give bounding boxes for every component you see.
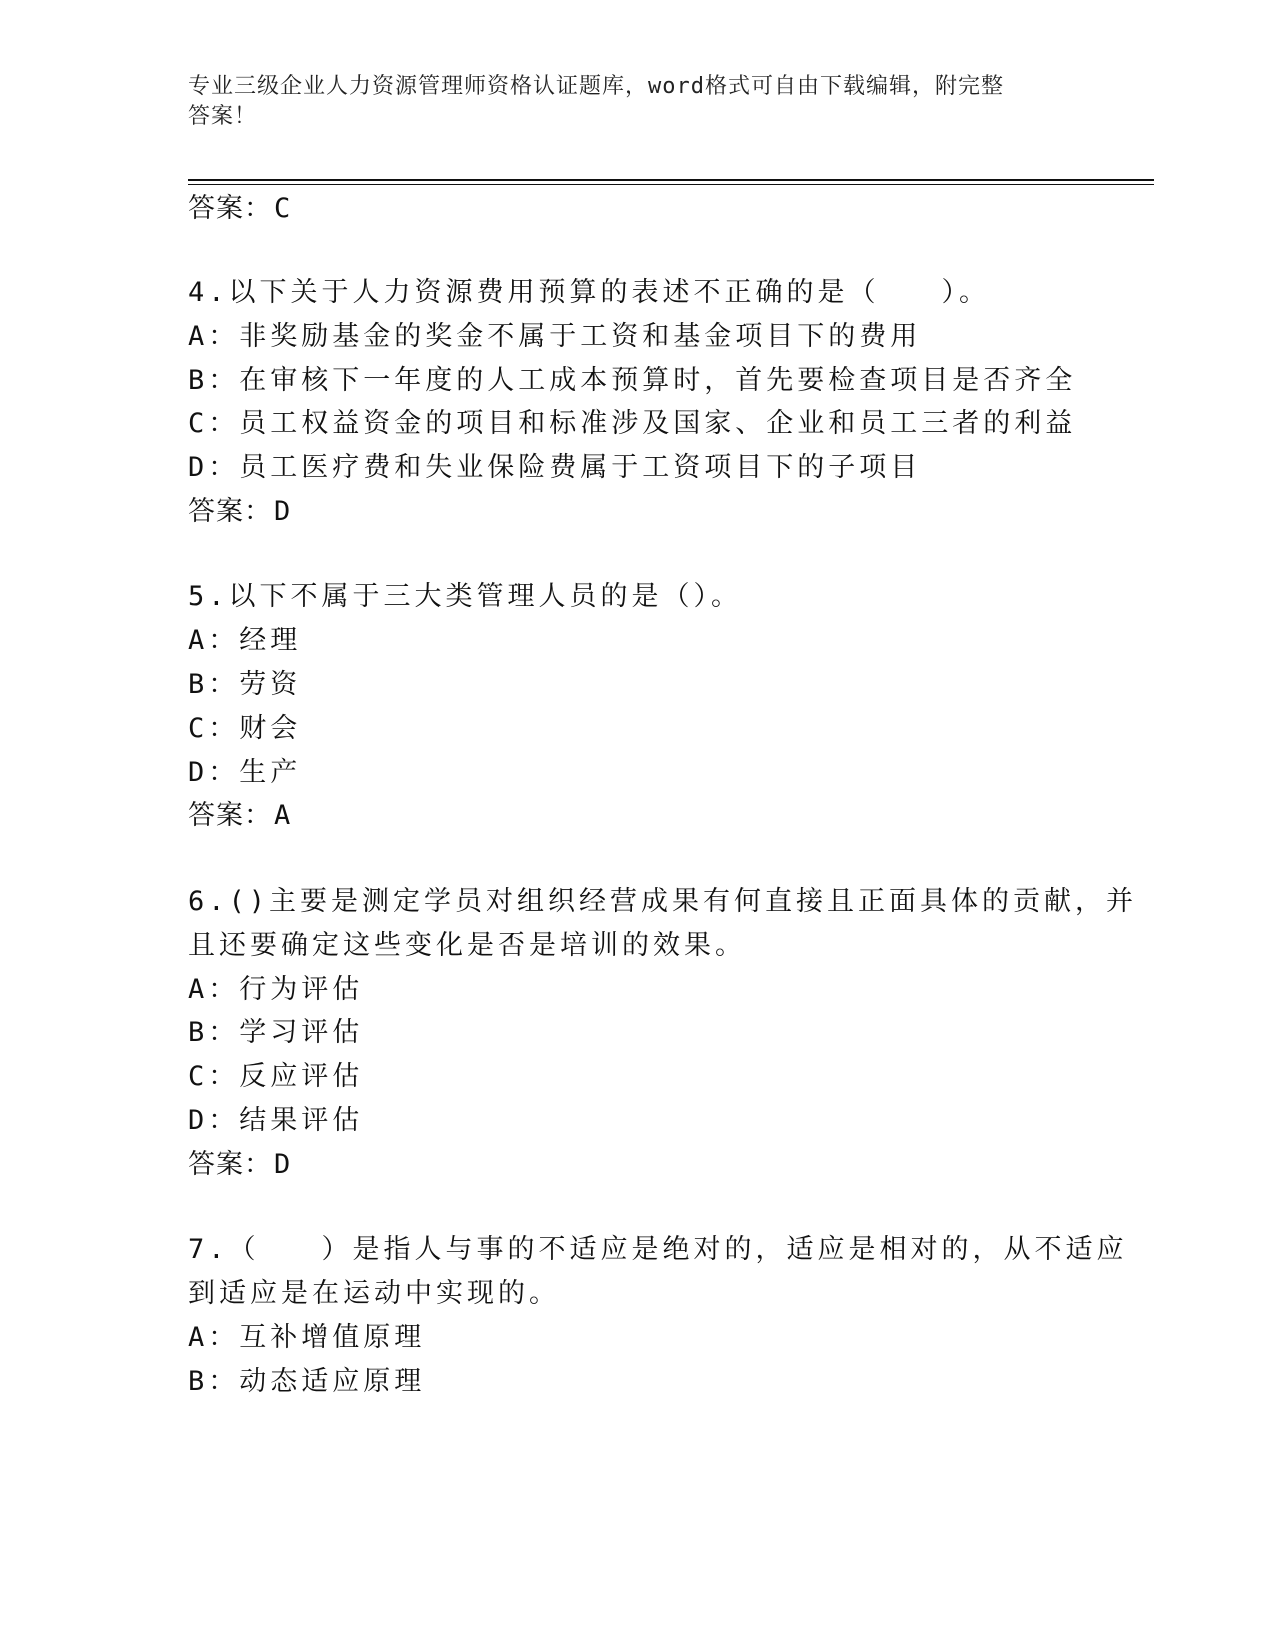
question-6-text-line-2: 且还要确定这些变化是否是培训的效果。: [188, 930, 746, 961]
question-5-option-b: B：劳资: [188, 669, 302, 700]
question-6-option-b: B：学习评估: [188, 1017, 364, 1048]
answer-label: 答案：: [188, 193, 272, 224]
question-7-text-line-2: 到适应是在运动中实现的。: [188, 1278, 560, 1309]
answer-label: 答案：: [188, 800, 272, 831]
question-4-answer: [188, 495, 290, 529]
question-6-option-d: D：结果评估: [188, 1105, 364, 1136]
document-header: [188, 72, 1088, 132]
question-5-option-a: A：经理: [188, 625, 302, 656]
question-5-option-c: C：财会: [188, 713, 302, 744]
question-6-option-a: A：行为评估: [188, 974, 364, 1005]
answer-value: A: [274, 800, 291, 831]
question-6-answer: [188, 1148, 290, 1182]
question-4-option-a: A：非奖励基金的奖金不属于工资和基金项目下的费用: [188, 321, 922, 352]
question-4-text: 4.以下关于人力资源费用预算的表述不正确的是（ ）。: [188, 277, 991, 308]
answer-value: D: [274, 1149, 291, 1180]
question-4-option-b: B：在审核下一年度的人工成本预算时，首先要检查项目是否齐全: [188, 365, 1077, 396]
question-7-option-a: A：互补增值原理: [188, 1322, 426, 1353]
question-5-option-d: D：生产: [188, 757, 302, 788]
header-rule-thick: [188, 179, 1154, 181]
question-6-text-line-1: 6.()主要是测定学员对组织经营成果有何直接且正面具体的贡献，并: [188, 886, 1138, 917]
answer-label: 答案：: [188, 496, 272, 527]
answer-value: C: [274, 193, 291, 224]
answer-line: [188, 192, 290, 226]
question-7-option-b: B：动态适应原理: [188, 1366, 426, 1397]
question-5-answer: [188, 799, 290, 833]
answer-label: 答案：: [188, 1149, 272, 1180]
question-7-text-line-1: 7.（ ）是指人与事的不适应是绝对的，适应是相对的，从不适应: [188, 1234, 1128, 1265]
header-line: 答案！: [188, 104, 258, 129]
header-rule-thin: [188, 184, 1154, 185]
question-4-option-c: C：员工权益资金的项目和标准涉及国家、企业和员工三者的利益: [188, 408, 1077, 439]
question-4-option-d: D：员工医疗费和失业保险费属于工资项目下的子项目: [188, 452, 922, 483]
answer-value: D: [274, 496, 291, 527]
header-line: 专业三级企业人力资源管理师资格认证题库，word格式可自由下载编辑，附完整: [188, 74, 1004, 99]
question-5-text: 5.以下不属于三大类管理人员的是（）。: [188, 581, 743, 612]
question-6-option-c: C：反应评估: [188, 1061, 364, 1092]
